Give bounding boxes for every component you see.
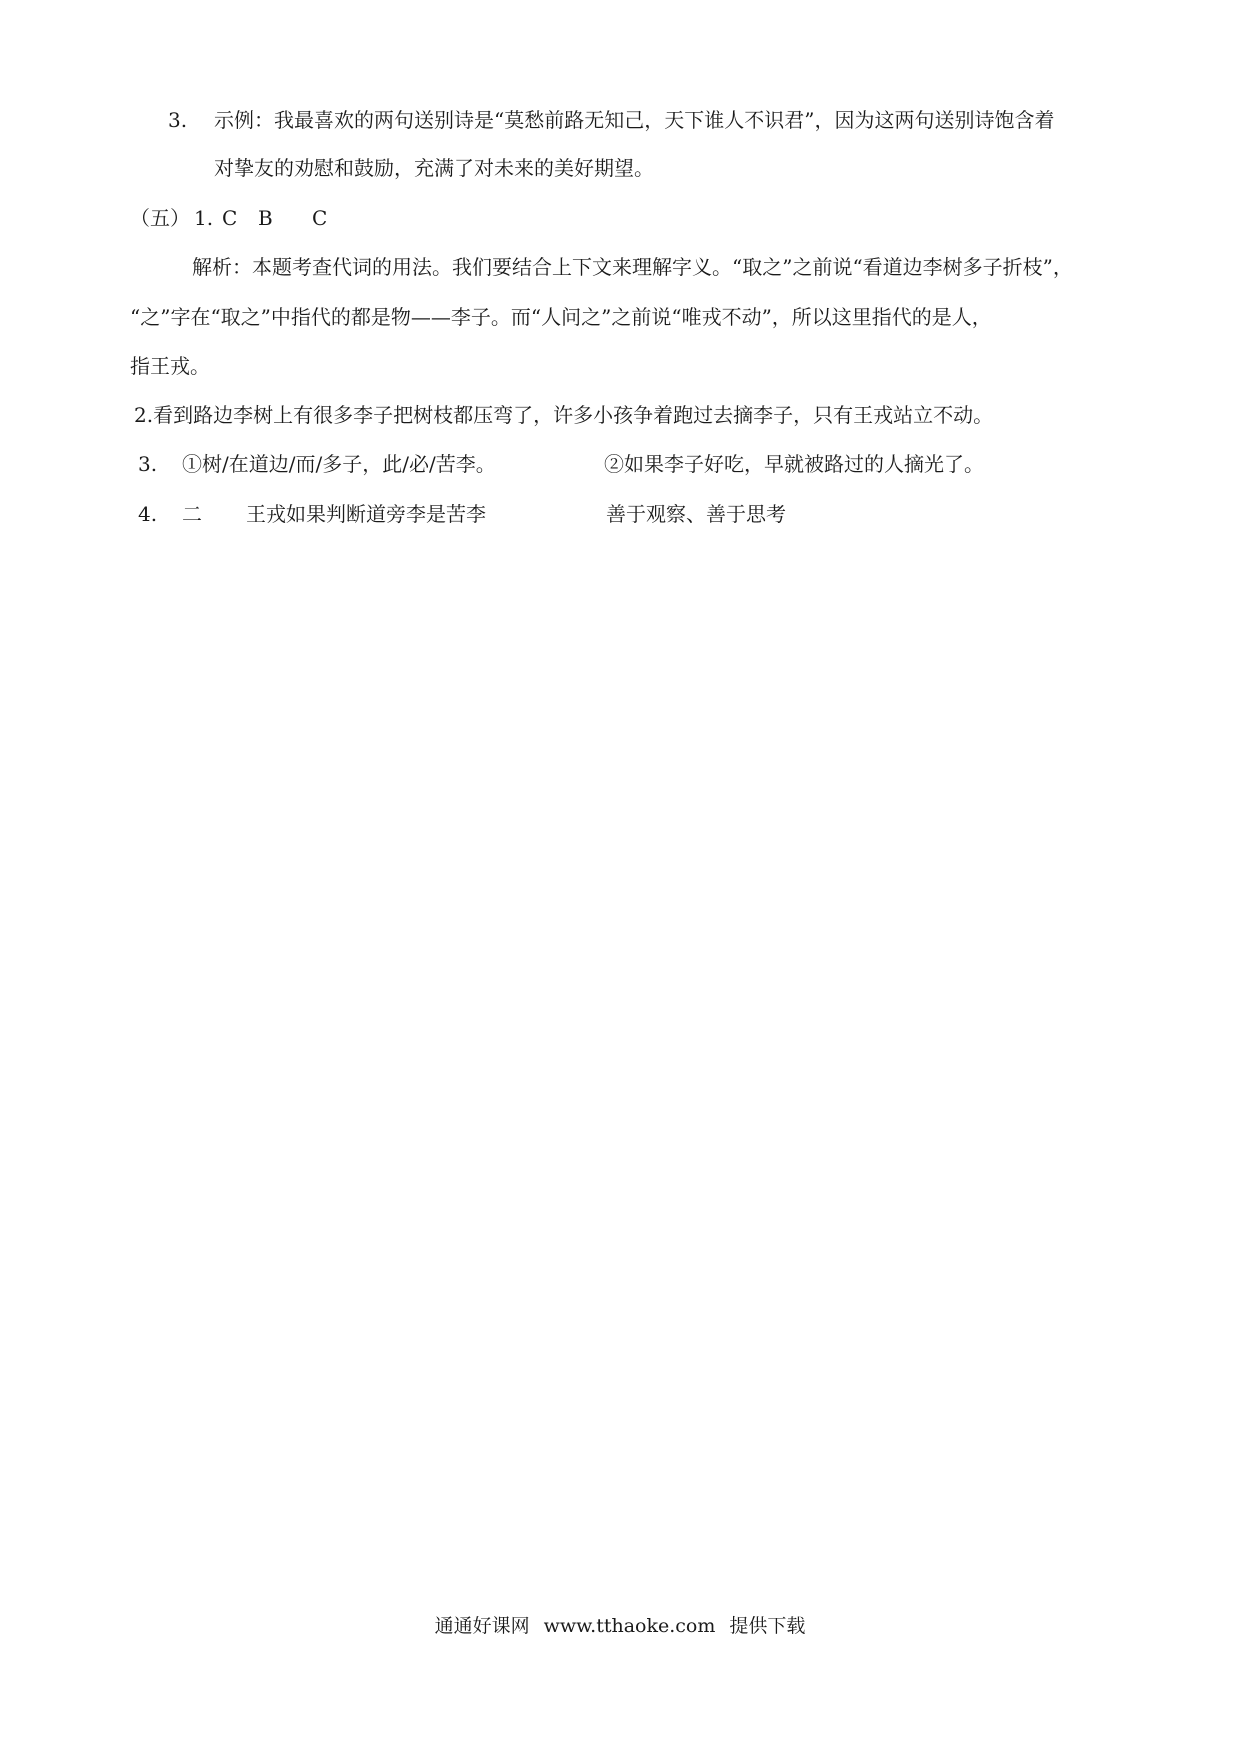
answer-3-line-1: 示例：我最喜欢的两句送别诗是“莫愁前路无知己，天下谁人不识君”，因为这两句送别诗饱含着 bbox=[214, 108, 1055, 132]
section-5-q1-number: 1. bbox=[194, 206, 214, 230]
section-5-q1-answer-1: C bbox=[222, 206, 238, 230]
footer-suffix: 提供下载 bbox=[729, 1615, 806, 1637]
section-5-q3-part-2: ②如果李子好吃，早就被路过的人摘光了。 bbox=[604, 452, 984, 476]
analysis-line-3: 指王戎。 bbox=[130, 354, 210, 378]
section-5-q4-part-1: 二 bbox=[182, 502, 202, 526]
section-5-q4-number: 4. bbox=[138, 502, 158, 526]
section-5-q4-part-2: 王戎如果判断道旁李是苦李 bbox=[246, 502, 486, 526]
answer-3-number: 3. bbox=[168, 108, 188, 132]
answer-3-line-2: 对挚友的劝慰和鼓励，充满了对未来的美好期望。 bbox=[214, 156, 654, 180]
section-5-q3-number: 3. bbox=[138, 452, 158, 476]
section-5-q4-part-3: 善于观察、善于思考 bbox=[606, 502, 786, 526]
footer-url[interactable]: www.tthaoke.com bbox=[543, 1615, 716, 1637]
section-5-heading: （五） bbox=[130, 206, 190, 230]
analysis-line-1: 解析：本题考查代词的用法。我们要结合上下文来理解字义。“取之”之前说“看道边李树多子折枝”， bbox=[192, 255, 1073, 279]
section-5-q1-answer-2: B bbox=[258, 206, 273, 230]
section-5-q1-answer-3: C bbox=[312, 206, 328, 230]
footer-site-name: 通通好课网 bbox=[434, 1615, 530, 1637]
analysis-line-2: “之”字在“取之”中指代的都是物——李子。而“人问之”之前说“唯戎不动”，所以这里指代的是人， bbox=[130, 305, 992, 329]
section-5-q2: 2.看到路边李树上有很多李子把树枝都压弯了，许多小孩争着跑过去摘李子，只有王戎站立不动。 bbox=[134, 403, 994, 427]
page-footer bbox=[0, 1612, 1240, 1640]
section-5-q3-part-1: ①树/在道边/而/多子，此/必/苦李。 bbox=[182, 452, 496, 476]
